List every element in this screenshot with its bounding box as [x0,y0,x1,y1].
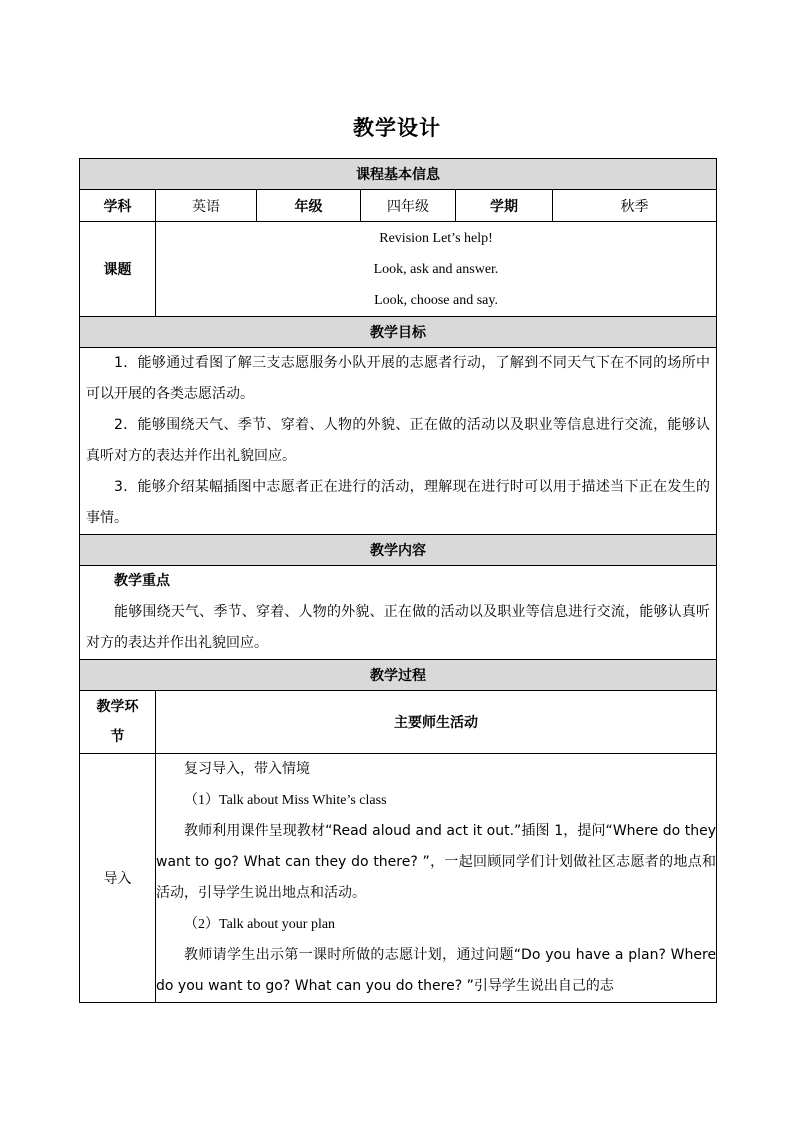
objective-item: 3．能够介绍某幅插图中志愿者正在进行的活动，理解现在进行时可以用于描述当下正在发生的事情。 [86,479,711,526]
term-label: 学期 [456,190,553,222]
stage-column-header: 教学环节 [80,691,156,754]
stage-name: 导入 [80,754,156,1003]
objectives-cell [80,348,717,535]
page-title: 教学设计 [353,116,441,140]
topic-line: Revision Let’s help! [379,230,493,246]
activity-cell [156,754,717,1003]
term-value: 秋季 [553,190,717,222]
objective-item: 2．能够围绕天气、季节、穿着、人物的外貌、正在做的活动以及职业等信息进行交流，能够认真听对方的表达并作出礼貌回应。 [86,417,711,464]
content-cell [80,566,717,660]
activity-line: 复习导入，带入情境 [184,761,310,777]
topic-line: Look, choose and say. [374,292,498,308]
objectives-header: 教学目标 [80,317,717,348]
process-header: 教学过程 [80,660,717,691]
key-point-label: 教学重点 [114,573,170,589]
topic-label: 课题 [80,222,156,317]
activity-line: （1）Talk about Miss White’s class [184,793,387,808]
activity-line: （2）Talk about your plan [184,917,336,932]
grade-value: 四年级 [361,190,456,222]
topic-line: Look, ask and answer. [373,261,499,277]
topic-cell [156,222,717,317]
content-header: 教学内容 [80,535,717,566]
basic-info-header: 课程基本信息 [80,159,717,190]
objective-item: 1．能够通过看图了解三支志愿服务小队开展的志愿者行动，了解到不同天气下在不同的场所中可以开展的各类志愿活动。 [86,355,711,402]
subject-label: 学科 [80,190,156,222]
activity-column-header: 主要师生活动 [156,691,717,754]
activity-line: 教师请学生出示第一课时所做的志愿计划，通过问题“Do you have a plan? Where do you want to go? What can you do there? ”引导学生说出自己的志 [156,947,717,994]
subject-value: 英语 [156,190,257,222]
lesson-plan-table [79,158,717,1003]
key-point-text: 能够围绕天气、季节、穿着、人物的外貌、正在做的活动以及职业等信息进行交流，能够认真听对方的表达并作出礼貌回应。 [86,604,711,651]
activity-line: 教师利用课件呈现教材“Read aloud and act it out.”插图 1，提问“Where do they want to go? What can they do there? ”，一起回顾同学们计划做社区志愿者的地点和活动，引导学生说出地点和活动。 [156,823,717,901]
grade-label: 年级 [257,190,361,222]
